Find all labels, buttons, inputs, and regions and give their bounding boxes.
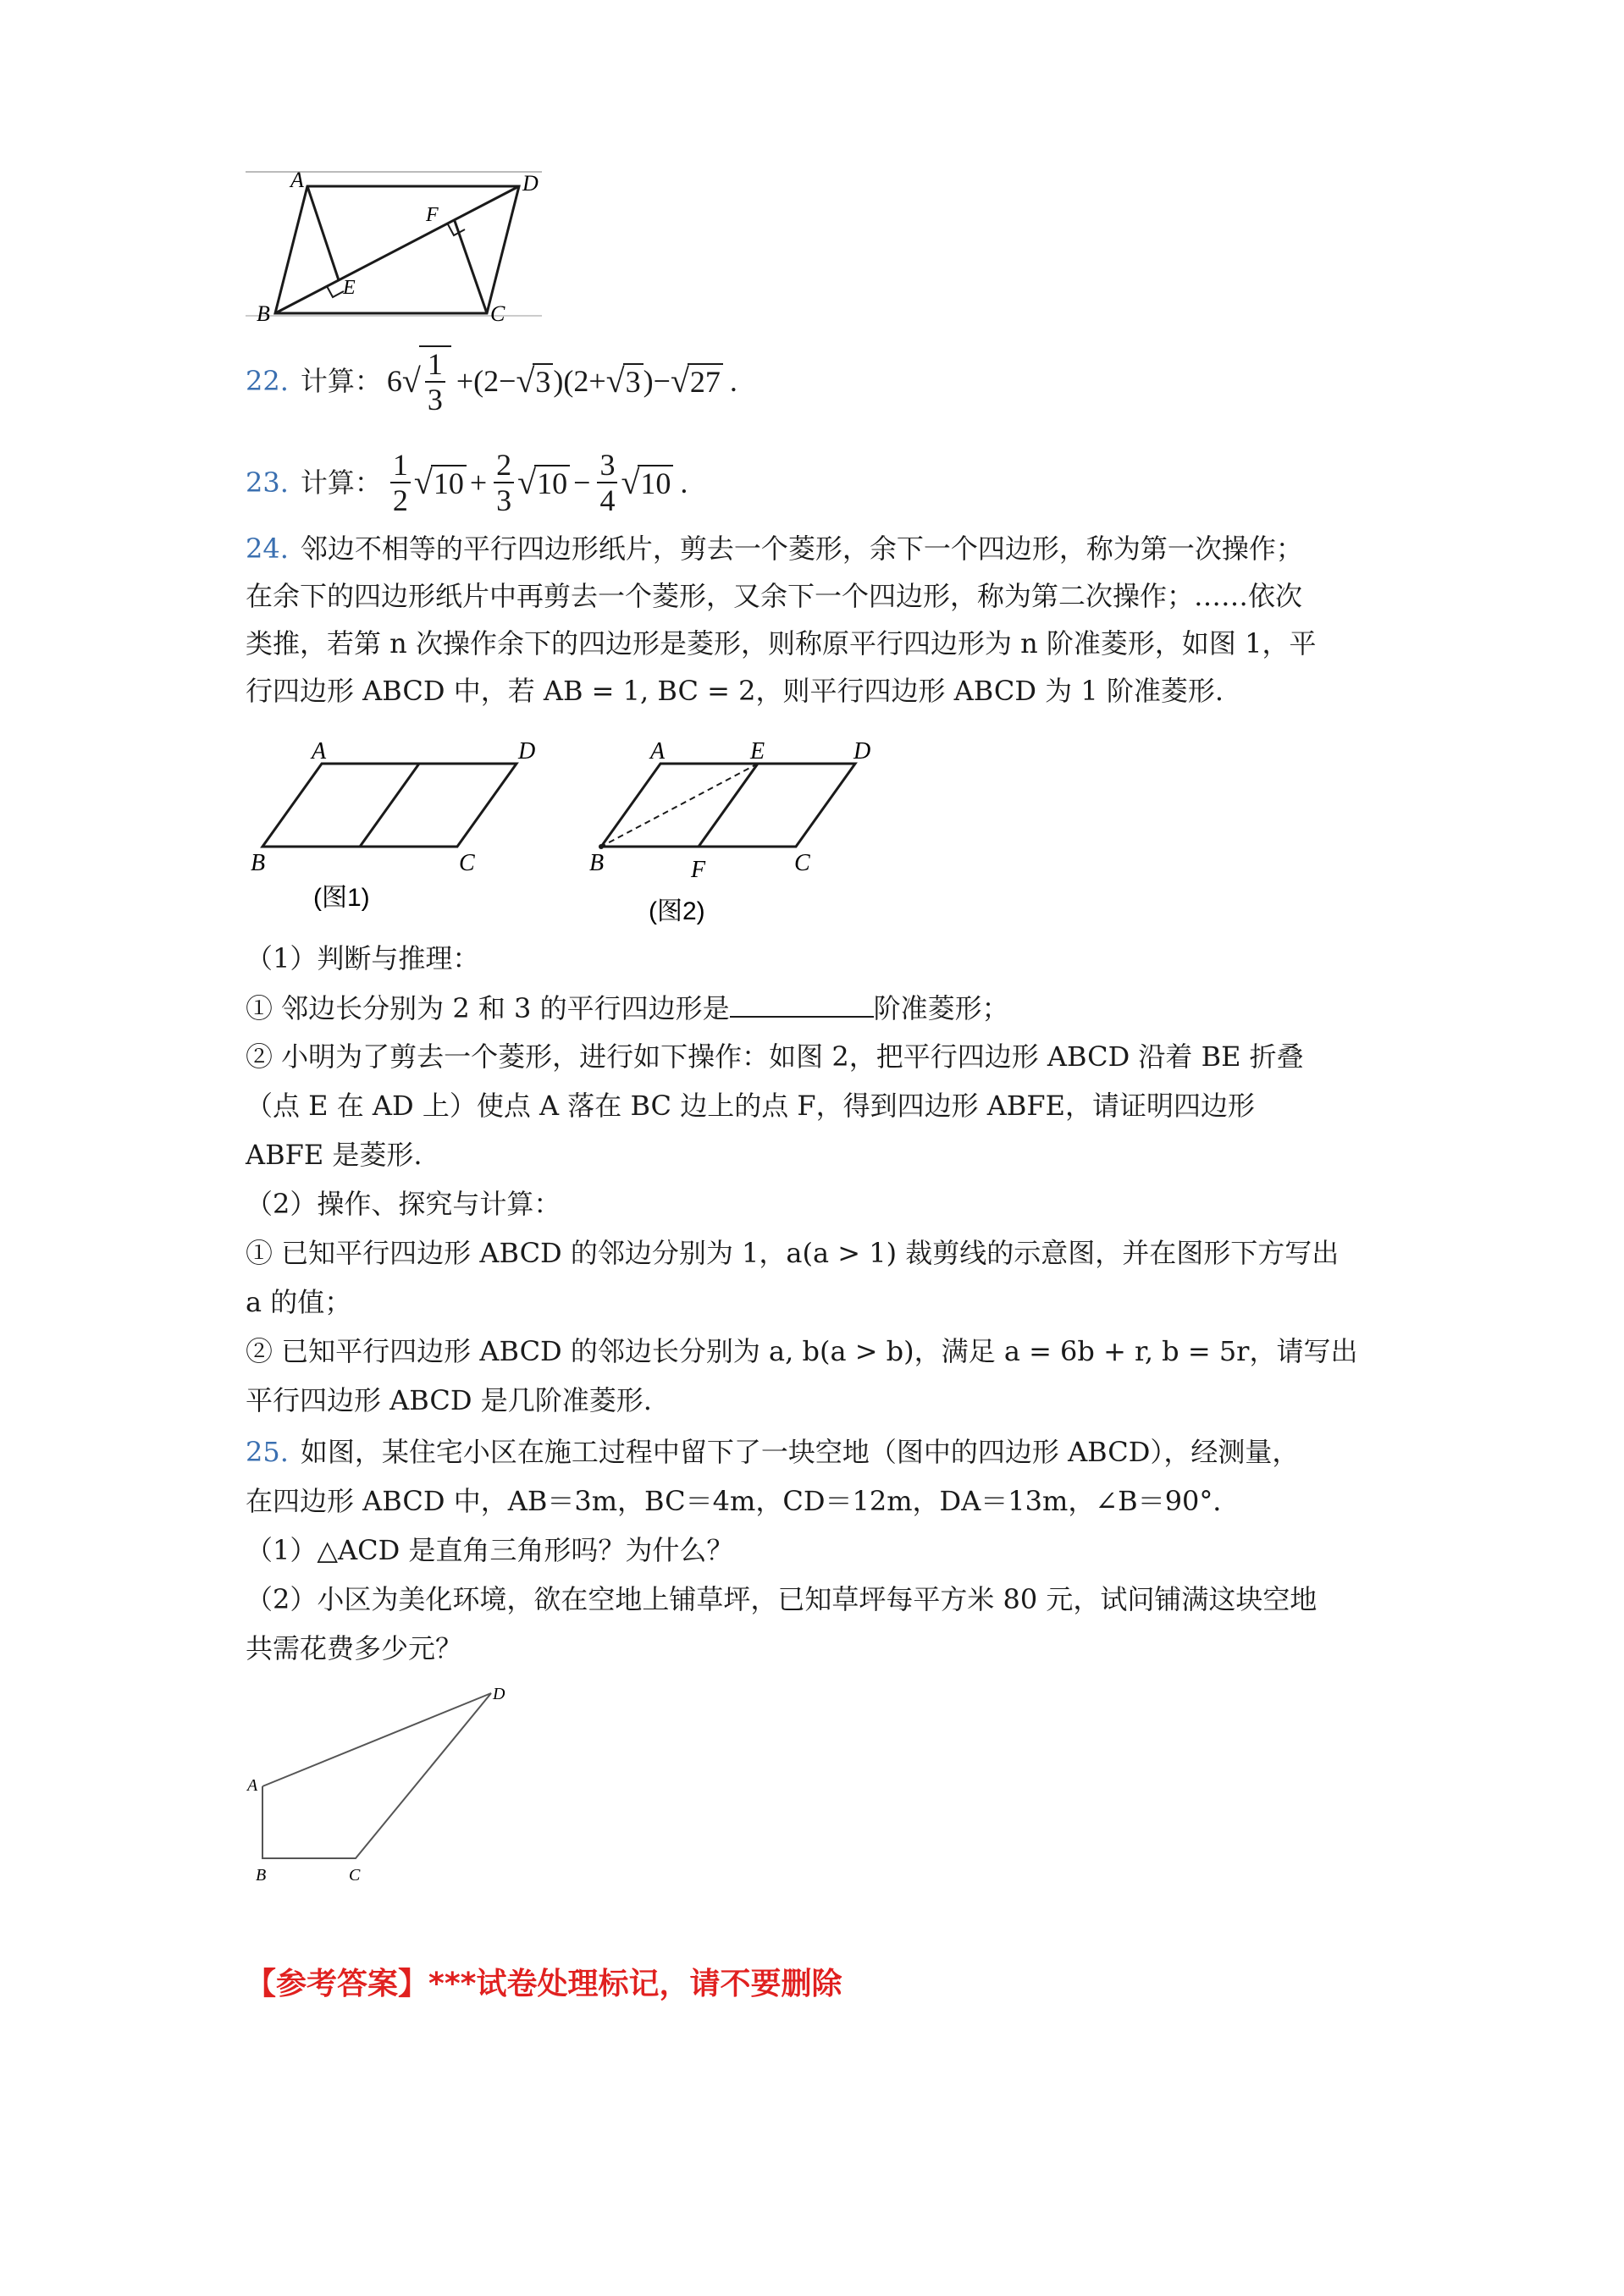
q24-line-2: 在余下的四边形纸片中再剪去一个菱形，又余下一个四边形，称为第二次操作；……依次	[246, 580, 1303, 612]
figure-q24-1	[246, 737, 567, 923]
q25-part-1: （1）△ACD 是直角三角形吗？为什么？	[246, 1534, 734, 1566]
part-2-1-line-1: ① 已知平行四边形 ABCD 的邻边分别为 1，a(a > 1) 裁剪线的示意图，并在图形下方写出	[246, 1237, 1340, 1269]
svg-text:B: B	[251, 850, 266, 876]
question-24-parts	[246, 941, 1357, 1432]
answer-blank[interactable]	[730, 991, 874, 1018]
svg-text:C: C	[794, 850, 810, 876]
svg-text:E: E	[750, 738, 765, 764]
part-1-title: （1）判断与推理：	[246, 942, 480, 974]
q24-line-1: 邻边不相等的平行四边形纸片，剪去一个菱形，余下一个四边形，称为第一次操作；	[300, 533, 1303, 565]
svg-text:C: C	[349, 1866, 361, 1885]
question-number: 25.	[246, 1436, 289, 1468]
question-22	[246, 347, 737, 415]
label-C: C	[490, 301, 505, 326]
svg-text:A: A	[650, 738, 666, 764]
part-1-2-line-1: ② 小明为了剪去一个菱形，进行如下操作：如图 2，把平行四边形 ABCD 沿着 BE 折叠	[246, 1040, 1304, 1073]
question-25	[246, 1435, 1317, 1681]
q25-part-2-line-2: 共需花费多少元？	[246, 1632, 463, 1664]
question-label: 计算：	[300, 466, 382, 499]
part-1-2-line-2: （点 E 在 AD 上）使点 A 落在 BC 边上的点 F，得到四边形 ABFE，请证明四边形	[246, 1090, 1255, 1122]
question-number: 23.	[246, 466, 289, 499]
answer-section-header: 【参考答案】***试卷处理标记，请不要删除	[246, 1967, 842, 2001]
q25-line-1: 如图，某住宅小区在施工过程中留下了一块空地（图中的四边形 ABCD），经测量，	[300, 1436, 1300, 1468]
q24-line-3: 类推，若第 n 次操作余下的四边形是菱形，则称原平行四边形为 n 阶准菱形，如图 1，平	[246, 627, 1317, 660]
svg-text:F: F	[691, 857, 706, 883]
math-expression: $\frac{1}{2}$ √ 10 + $\frac{2}{3}$ √ 10 − $\frac{3}{4}$ √ 10 .	[387, 448, 688, 517]
svg-text:B: B	[589, 850, 605, 876]
figure-caption: (图2)	[649, 897, 705, 925]
svg-text:A: A	[247, 1776, 258, 1795]
label-F: F	[426, 204, 439, 226]
svg-text:D: D	[853, 738, 871, 764]
part-2-1-line-2: a 的值；	[246, 1286, 352, 1318]
label-E: E	[343, 277, 356, 299]
svg-text:D: D	[493, 1685, 505, 1703]
part-2-2-line-1: ② 已知平行四边形 ABCD 的邻边长分别为 a, b(a > b)，满足 a = 6b + r, b = 5r，请写出	[246, 1335, 1358, 1367]
math-expression: 6 √ $\frac{1}{3}$ +(2− √ 3 )(2+ √ 3 )− √ 27 .	[386, 347, 737, 417]
question-number: 24.	[246, 533, 289, 565]
label-B: B	[257, 301, 270, 326]
svg-text:D: D	[518, 738, 536, 764]
part-2-2-line-2: 平行四边形 ABCD 是几阶准菱形.	[246, 1384, 652, 1416]
label-A: A	[290, 168, 304, 192]
figure-q25-quadrilateral	[246, 1681, 533, 1892]
figure-caption: (图1)	[313, 884, 370, 912]
question-24	[246, 532, 1316, 721]
q25-line-2: 在四边形 ABCD 中，AB＝3m，BC＝4m，CD＝12m，DA＝13m，∠B＝90°．	[246, 1485, 1240, 1517]
figure-q21-parallelogram	[241, 165, 546, 326]
svg-text:B: B	[256, 1866, 267, 1885]
svg-text:C: C	[459, 850, 475, 876]
part-1-2-line-3: ABFE 是菱形.	[246, 1139, 423, 1171]
q24-line-4: 行四边形 ABCD 中，若 AB = 1, BC = 2，则平行四边形 ABCD 为 1 阶准菱形.	[246, 675, 1224, 707]
label-D: D	[522, 171, 539, 196]
figure-q24-2	[584, 737, 906, 940]
svg-text:A: A	[312, 738, 327, 764]
question-23	[246, 444, 688, 521]
question-number: 22.	[246, 365, 289, 397]
question-label: 计算：	[300, 365, 382, 397]
q25-part-2-line-1: （2）小区为美化环境，欲在空地上铺草坪，已知草坪每平方米 80 元，试问铺满这块空地	[246, 1583, 1317, 1615]
part-1-1: ① 邻边长分别为 2 和 3 的平行四边形是 阶准菱形；	[246, 992, 1009, 1024]
part-2-title: （2）操作、探究与计算：	[246, 1188, 561, 1220]
